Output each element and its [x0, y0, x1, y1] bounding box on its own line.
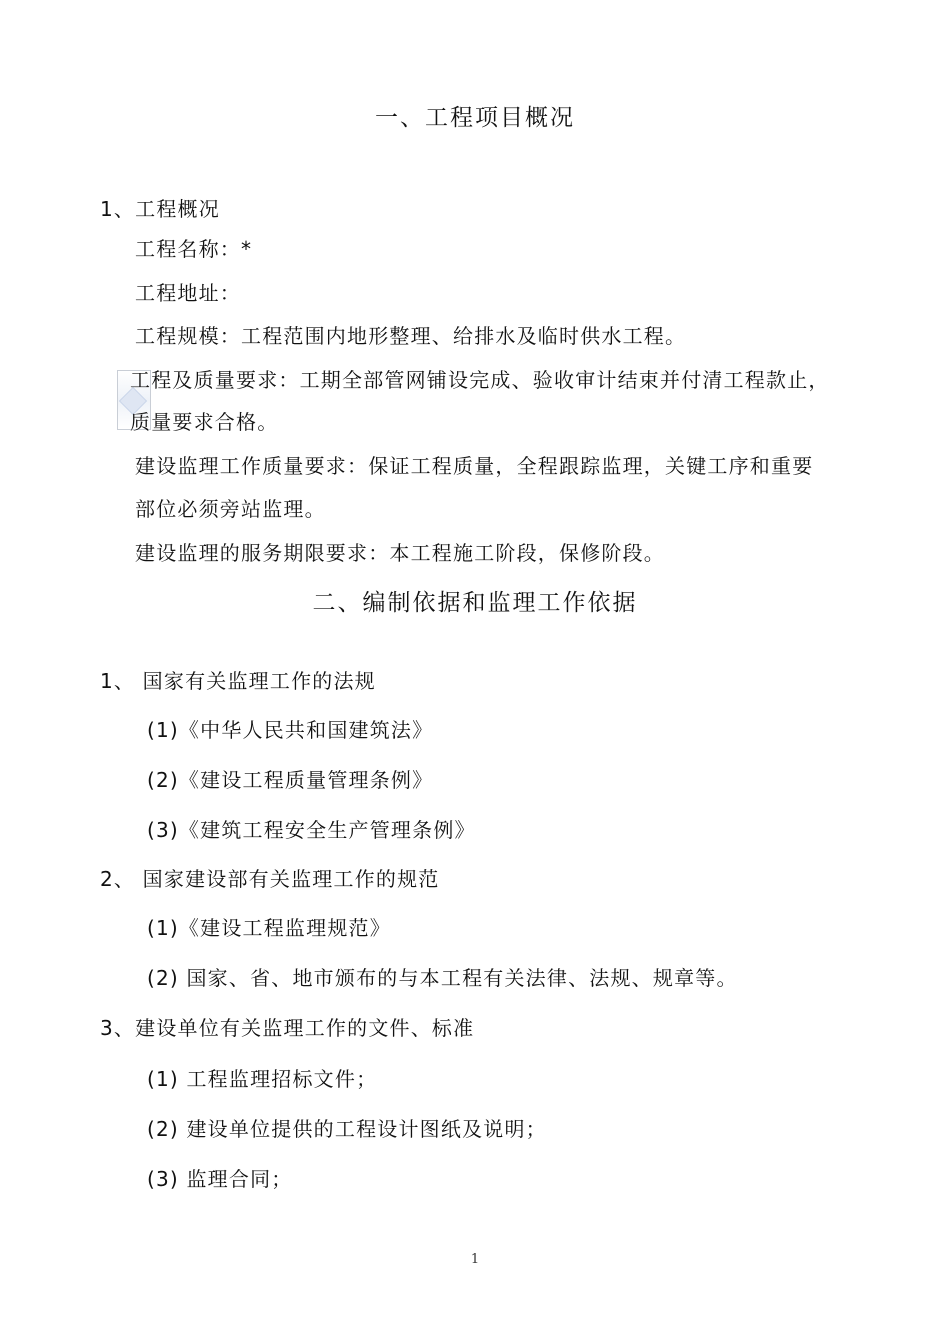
supervision-quality-line-2: 部位必须旁站监理。 — [135, 497, 326, 521]
section-heading-1: 一、工程项目概况 — [375, 105, 575, 131]
owner-item: (1) 工程监理招标文件； — [147, 1067, 378, 1091]
law-item: (3)《建筑工程安全生产管理条例》 — [147, 818, 476, 842]
quality-requirement-line-1: 工程及质量要求：工期全部管网铺设完成、验收审计结束并付清工程款止， — [130, 368, 830, 392]
owner-item: (2) 建设单位提供的工程设计图纸及说明； — [147, 1117, 547, 1141]
spec-item: (1)《建设工程监理规范》 — [147, 916, 391, 940]
project-address: 工程地址： — [135, 281, 241, 305]
service-period: 建设监理的服务期限要求：本工程施工阶段，保修阶段。 — [135, 541, 665, 565]
quality-requirement-line-2: 质量要求合格。 — [130, 410, 279, 434]
supervision-quality-line-1: 建设监理工作质量要求：保证工程质量，全程跟踪监理，关键工序和重要 — [135, 454, 814, 478]
law-title: 1、 国家有关监理工作的法规 — [100, 669, 376, 693]
spec-item: (2) 国家、省、地市颁布的与本工程有关法律、法规、规章等。 — [147, 966, 738, 990]
owner-title: 3、建设单位有关监理工作的文件、标准 — [100, 1016, 475, 1040]
project-name: 工程名称：* — [135, 237, 253, 261]
section-heading-2: 二、编制依据和监理工作依据 — [312, 590, 638, 616]
owner-item: (3) 监理合同； — [147, 1167, 293, 1191]
page-number: 1 — [470, 1252, 480, 1267]
spec-title: 2、 国家建设部有关监理工作的规范 — [100, 867, 440, 891]
law-item: (2)《建设工程质量管理条例》 — [147, 768, 434, 792]
subsection-title-project-overview: 1、工程概况 — [100, 197, 220, 221]
law-item: (1)《中华人民共和国建筑法》 — [147, 718, 434, 742]
project-scale: 工程规模：工程范围内地形整理、给排水及临时供水工程。 — [135, 324, 687, 348]
